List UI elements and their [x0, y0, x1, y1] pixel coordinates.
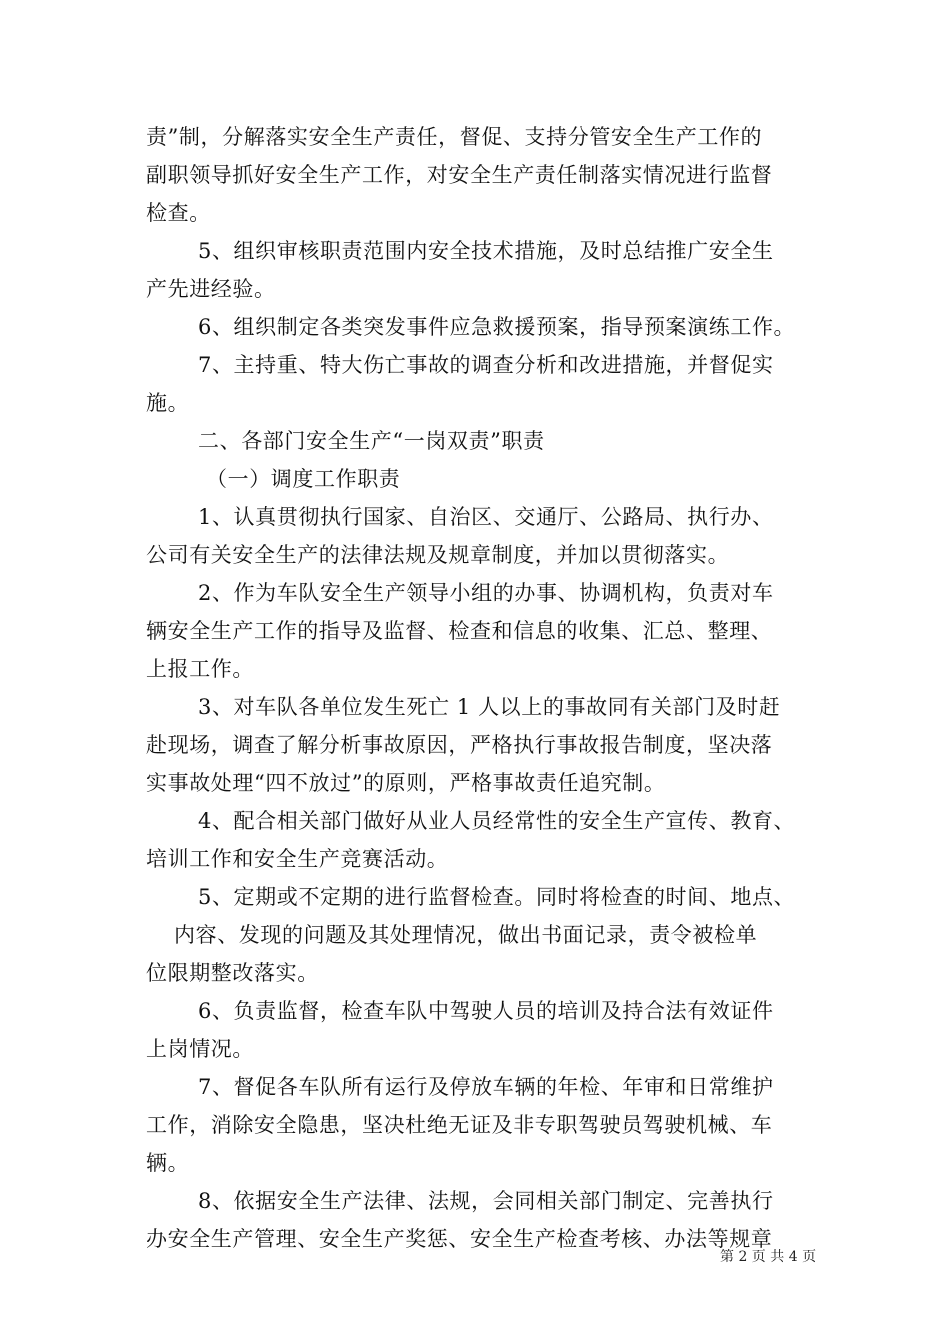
text-line: 1、认真贯彻执行国家、自治区、交通厅、公路局、执行办、 — [198, 505, 774, 529]
text-line: 责”制，分解落实安全生产责任，督促、支持分管安全生产工作的 — [146, 125, 763, 149]
section-heading: 二、各部门安全生产“一岗双责”职责 — [198, 429, 545, 453]
text-line: 公司有关安全生产的法律法规及规章制度，并加以贯彻落实。 — [146, 543, 730, 567]
text-line: 6、组织制定各类突发事件应急救援预案，指导预案演练工作。 — [198, 315, 796, 339]
text-line: 4、配合相关部门做好从业人员经常性的安全生产宣传、教育、 — [198, 809, 796, 833]
text-line: 3、对车队各单位发生死亡 1 人以上的事故同有关部门及时赶 — [198, 695, 781, 719]
text-line: 7、督促各车队所有运行及停放车辆的年检、年审和日常维护 — [198, 1075, 774, 1099]
text-line: 赴现场，调查了解分析事故原因，严格执行事故报告制度，坚决落 — [146, 733, 773, 757]
text-line: 7、主持重、特大伤亡事故的调查分析和改进措施，并督促实 — [198, 353, 774, 377]
page-number: 第 2 页 共 4 页 — [720, 1249, 817, 1265]
text-line: 实事故处理“四不放过”的原则，严格事故责任追究制。 — [146, 771, 666, 795]
text-line: 工作，消除安全隐患，坚决杜绝无证及非专职驾驶员驾驶机械、车 — [146, 1113, 773, 1137]
text-line: 2、作为车队安全生产领导小组的办事、协调机构，负责对车 — [198, 581, 774, 605]
subsection-heading: （一）调度工作职责 — [206, 467, 401, 491]
text-line: 施。 — [146, 391, 190, 415]
text-line: 副职领导抓好安全生产工作，对安全生产责任制落实情况进行监督 — [146, 163, 773, 187]
text-line: 内容、发现的问题及其处理情况，做出书面记录，责令被检单 — [174, 923, 758, 947]
text-line: 位限期整改落实。 — [146, 961, 319, 985]
text-line: 上报工作。 — [146, 657, 254, 681]
text-line: 5、定期或不定期的进行监督检查。同时将检查的时间、地点、 — [198, 885, 796, 909]
text-line: 办安全生产管理、安全生产奖惩、安全生产检查考核、办法等规章 — [146, 1227, 773, 1251]
text-line: 辆。 — [146, 1151, 190, 1175]
text-line: 8、依据安全生产法律、法规，会同相关部门制定、完善执行 — [198, 1189, 774, 1213]
text-line: 辆安全生产工作的指导及监督、检查和信息的收集、汇总、整理、 — [146, 619, 773, 643]
text-line: 6、负责监督，检查车队中驾驶人员的培训及持合法有效证件 — [198, 999, 774, 1023]
text-line: 检查。 — [146, 201, 211, 225]
text-line: 上岗情况。 — [146, 1037, 254, 1061]
text-line: 5、组织审核职责范围内安全技术措施，及时总结推广安全生 — [198, 239, 774, 263]
text-line: 培训工作和安全生产竞赛活动。 — [146, 847, 449, 871]
document-body — [146, 118, 810, 1258]
text-line: 产先进经验。 — [146, 277, 276, 301]
